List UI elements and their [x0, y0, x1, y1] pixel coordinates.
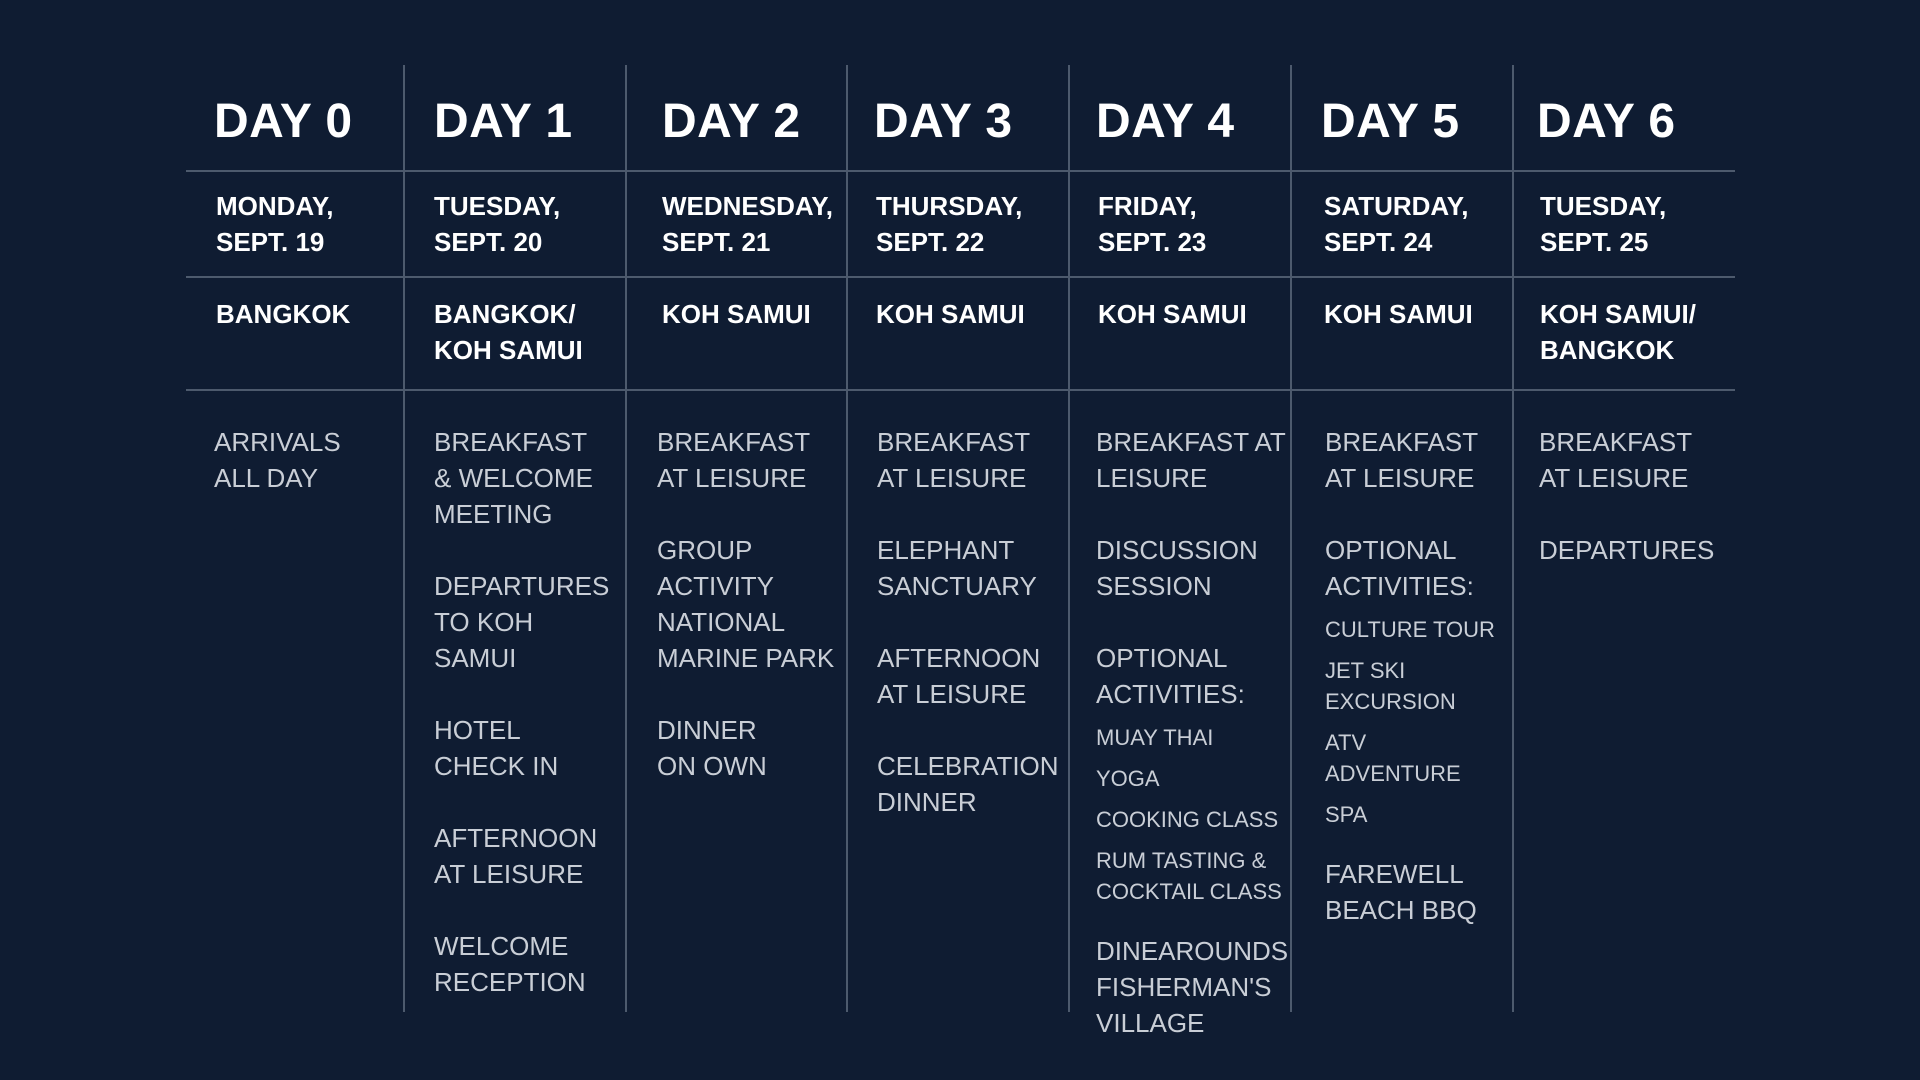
day-date: MONDAY, SEPT. 19	[216, 191, 334, 257]
header-divider	[186, 170, 1735, 172]
optional-activity-item: RUM TASTING & COCKTAIL CLASS	[1096, 848, 1282, 904]
activity-item: BREAKFAST AT LEISURE	[1096, 427, 1286, 493]
day-location: KOH SAMUI	[662, 299, 811, 329]
activity-list	[1096, 424, 1288, 1041]
activity-item: BREAKFAST AT LEISURE	[657, 427, 811, 493]
activity-item: ARRIVALS ALL DAY	[214, 427, 341, 493]
date-divider	[186, 276, 1735, 278]
optional-activity-item: SPA	[1325, 802, 1368, 827]
day-title: DAY 6	[1537, 95, 1676, 148]
day-location: KOH SAMUI	[876, 299, 1025, 329]
day-title: DAY 3	[874, 95, 1013, 148]
day-date: WEDNESDAY, SEPT. 21	[662, 191, 833, 257]
day-date: TUESDAY, SEPT. 25	[1540, 191, 1667, 257]
day-date: TUESDAY, SEPT. 20	[434, 191, 561, 257]
day-location: BANGKOK/ KOH SAMUI	[434, 299, 583, 365]
activity-list	[1325, 424, 1495, 928]
optional-activity-item: MUAY THAI	[1096, 725, 1214, 750]
column-divider	[1290, 65, 1292, 1012]
activity-item: ELEPHANT SANCTUARY	[877, 535, 1037, 601]
activity-item: WELCOME RECEPTION	[434, 931, 586, 997]
day-date: FRIDAY, SEPT. 23	[1098, 191, 1207, 257]
day-title: DAY 4	[1096, 95, 1235, 148]
activity-item: CELEBRATION DINNER	[877, 751, 1059, 817]
optional-activity-item: COOKING CLASS	[1096, 807, 1279, 832]
activity-item: DINEAROUNDS FISHERMAN'S VILLAGE	[1096, 936, 1289, 1038]
activity-item: DINNER ON OWN	[657, 715, 767, 781]
day-date: SATURDAY, SEPT. 24	[1324, 191, 1469, 257]
activity-item: AFTERNOON AT LEISURE	[434, 823, 598, 889]
activity-item: BREAKFAST AT LEISURE	[877, 427, 1031, 493]
day-title: DAY 2	[662, 95, 801, 148]
activity-item: BREAKFAST & WELCOME MEETING	[434, 427, 593, 529]
optional-activity-item: CULTURE TOUR	[1325, 617, 1495, 642]
activity-item: OPTIONAL ACTIVITIES:	[1325, 535, 1474, 601]
day-date: THURSDAY, SEPT. 22	[876, 191, 1023, 257]
activity-list	[1539, 424, 1714, 568]
location-divider	[186, 389, 1735, 391]
activity-item: DEPARTURES	[1539, 535, 1715, 565]
activity-item: OPTIONAL ACTIVITIES:	[1096, 643, 1245, 709]
activity-list	[877, 424, 1059, 820]
day-location: KOH SAMUI	[1324, 299, 1473, 329]
activity-item: DEPARTURES TO KOH SAMUI	[434, 571, 610, 673]
activity-list	[214, 424, 341, 496]
day-location: KOH SAMUI	[1098, 299, 1247, 329]
day-title: DAY 1	[434, 95, 573, 148]
activity-item: FAREWELL BEACH BBQ	[1325, 859, 1477, 925]
activity-item: GROUP ACTIVITY NATIONAL MARINE PARK	[657, 535, 835, 673]
day-location: BANGKOK	[216, 299, 351, 329]
column-divider	[403, 65, 405, 1012]
activity-item: DISCUSSION SESSION	[1096, 535, 1258, 601]
day-location: KOH SAMUI/ BANGKOK	[1540, 299, 1696, 365]
optional-activity-item: JET SKI EXCURSION	[1325, 658, 1456, 714]
optional-activity-item: YOGA	[1096, 766, 1160, 791]
column-divider	[1068, 65, 1070, 1012]
column-divider	[1512, 65, 1514, 1012]
activity-list	[434, 424, 609, 1000]
activity-item: AFTERNOON AT LEISURE	[877, 643, 1041, 709]
activity-item: HOTEL CHECK IN	[434, 715, 559, 781]
column-divider	[625, 65, 627, 1012]
column-divider	[846, 65, 848, 1012]
activity-list	[657, 424, 834, 784]
optional-activity-item: ATV ADVENTURE	[1325, 730, 1461, 786]
activity-item: BREAKFAST AT LEISURE	[1539, 427, 1693, 493]
day-title: DAY 0	[214, 95, 353, 148]
day-title: DAY 5	[1321, 95, 1460, 148]
activity-item: BREAKFAST AT LEISURE	[1325, 427, 1479, 493]
